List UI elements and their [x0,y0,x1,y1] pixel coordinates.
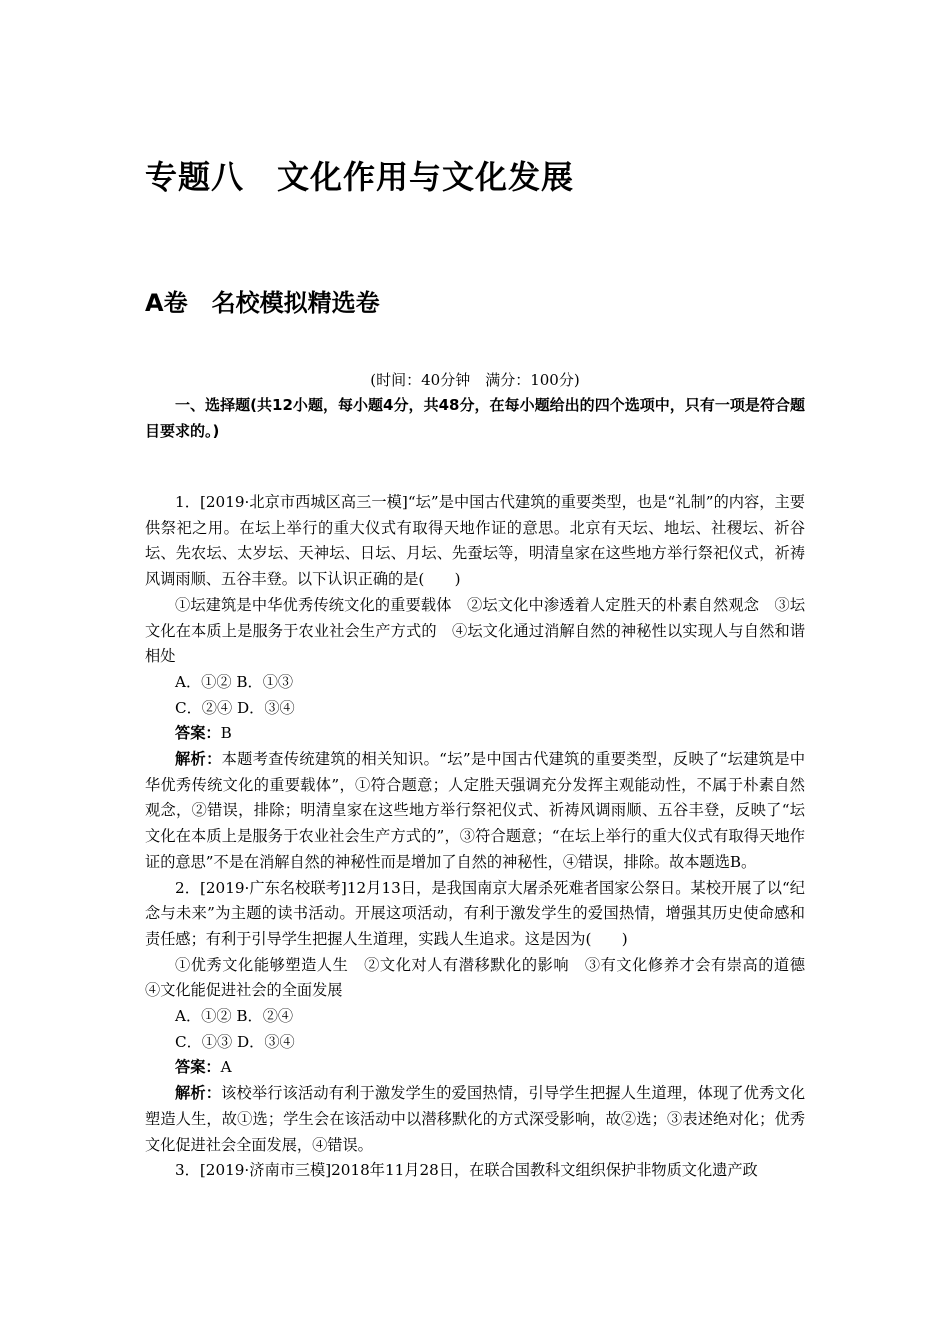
question-statements: ①坛建筑是中华优秀传统文化的重要载体 ②坛文化中渗透着人定胜天的朴素自然观念 ③坛文化在本质上是服务于农业社会生产方式的 ④坛文化通过消解自然的神秘性以实现人与自然和谐相处 [145,595,805,666]
answer-line [145,721,805,747]
answer-line [145,1055,805,1081]
section-title: A卷 名校模拟精选卷 [145,289,380,317]
answer-label: 答案： [175,1058,221,1077]
answer-label: 答案： [175,724,221,743]
question-stem: 1．[2019·北京市西城区高三一模]“坛”是中国古代建筑的重要类型，也是“礼制”的内容，主要供祭祀之用。在坛上举行的重大仪式有取得天地作证的意思。北京有天坛、地坛、社稷坛、祈谷坛、先农坛、太岁坛、天神坛、日坛、月坛、先蚕坛等，明清皇家在这些地方举行祭祀仪式，祈祷风调雨顺、五谷丰登。以下认识正确的是( ) [145,493,805,589]
answer-value: A [220,1058,232,1077]
analysis-text: 本题考查传统建筑的相关知识。“坛”是中国古代建筑的重要类型，反映了“坛建筑是中华优秀传统文化的重要载体”，①符合题意；人定胜天强调充分发挥主观能动性，不属于朴素自然观念，②错误，排除；明清皇家在这些地方举行祭祀仪式、祈祷风调雨顺、五谷丰登，反映了“坛文化在本质上是服务于农业社会生产方式的”，③符合题意；“在坛上举行的重大仪式有取得天地作证的意思”不是在消解自然的神秘性而是增加了自然的神秘性，④错误，排除。故本题选B。 [145,750,806,871]
analysis-line [145,1081,805,1158]
chapter-title: 专题八 文化作用与文化发展 [145,158,575,196]
question-options: A．①② B．②④ [175,1007,294,1026]
question-options: C．①③ D．③④ [175,1032,295,1051]
question-options: C．②④ D．③④ [175,698,295,717]
question-stem: 2．[2019·广东名校联考]12月13日，是我国南京大屠杀死难者国家公祭日。某校开展了以“纪念与未来”为主题的读书活动。开展这项活动，有利于激发学生的爱国热情，增强其历史使命感和责任感；有利于引导学生把握人生道理，实践人生追求。这是因为( ) [145,878,805,948]
question-options: A．①② B．①③ [175,672,294,691]
analysis-label: 解析： [175,750,222,769]
analysis-label: 解析： [175,1084,222,1103]
exam-meta: (时间：40分钟 满分：100分) [370,371,580,389]
analysis-line [145,747,805,876]
question-statements: ①优秀文化能够塑造人生 ②文化对人有潜移默化的影响 ③有文化修养才会有崇高的道德 ④文化能促进社会的全面发展 [145,955,821,1000]
question-list [145,490,821,1184]
answer-value: B [220,724,232,743]
analysis-text: 该校举行该活动有利于激发学生的爱国热情，引导学生把握人生道理，体现了优秀文化塑造人生，故①选；学生会在该活动中以潜移默化的方式深受影响，故②选；③表述绝对化；优秀文化促进社会全面发展，④错误。 [145,1084,806,1154]
instructions: 一、选择题(共12小题，每小题4分，共48分，在每小题给出的四个选项中，只有一项是符合题目要求的。) [145,396,805,440]
question-stem: 3．[2019·济南市三模]2018年11月28日，在联合国教科文组织保护非物质文化遗产政 [175,1161,758,1180]
